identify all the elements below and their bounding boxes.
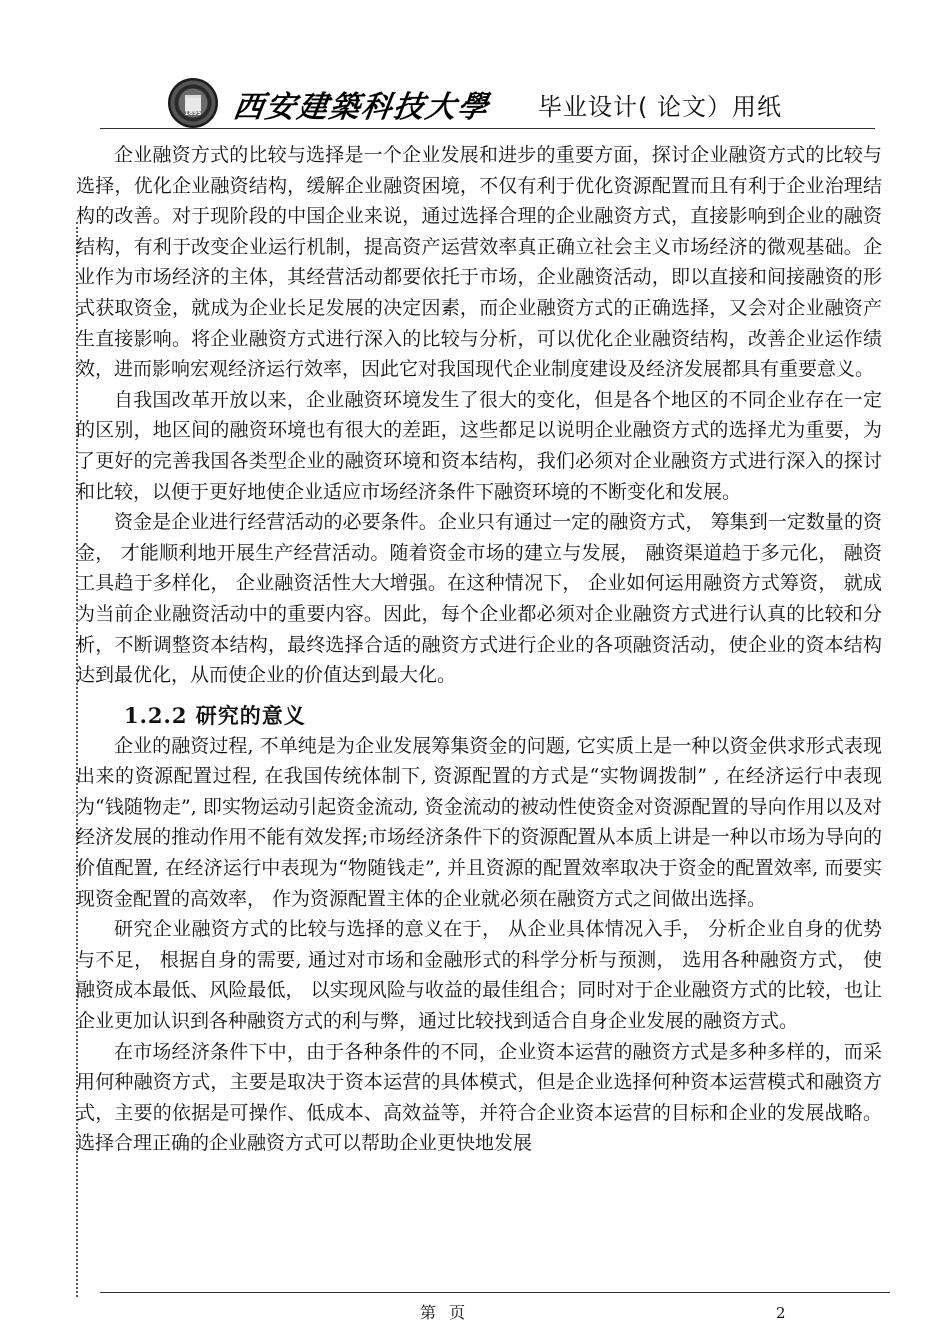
header-divider — [100, 128, 875, 129]
paragraph: 资金是企业进行经营活动的必要条件。企业只有通过一定的融资方式， 筹集到一定数量的资金， 才能顺利地开展生产经营活动。随着资金市场的建立与发展， 融资渠道趋于多元化， 融资工具趋于多样化， 企业融资活性大大增强。在这种情况下， 企业如何运用融资方式筹资， 就成为当前企业融资活动中的重要内容。因此，每个企业都必须对企业融资方式进行认真的比较和分析，不断调整资本结构，最终选择合适的融资方式进行企业的各项融资活动，使企业的资本结构达到最优化，从而使企业的价值达到最大化。 — [76, 511, 882, 687]
paragraph: 自我国改革开放以来，企业融资环境发生了很大的变化，但是各个地区的不同企业存在一定的区别，地区间的融资环境也有很大的差距，这些都足以说明企业融资方式的选择尤为重要，为了更好的完善我国各类型企业的融资环境和资本结构，我们必须对企业融资方式进行深入的探讨和比较，以便于更好地使企业适应市场经济条件下融资环境的不断变化和发展。 — [76, 388, 882, 503]
page-number: 2 — [776, 1304, 786, 1322]
building-icon — [185, 95, 201, 111]
paragraph: 研究企业融资方式的比较与选择的意义在于， 从企业具体情况入手， 分析企业自身的优势与不足， 根据自身的需要, 通过对市场和金融形式的科学分析与预测， 选用各种融资方式， 使融资成本最低、风险最低， 以实现风险与收益的最佳组合；同时对于企业融资方式的比较，也让企业更加认识到各种融资方式的利与弊，通过比较找到适合自身企业发展的融资方式。 — [76, 918, 882, 1033]
footer-divider — [100, 1292, 890, 1293]
header-subtitle: 毕业设计( 论文）用纸 — [538, 93, 782, 121]
page-header — [100, 72, 875, 128]
section-heading: 1.2.2 研究的意义 — [124, 702, 306, 728]
university-logo-text: 西安建築科技大學 — [231, 90, 492, 125]
paragraph: 企业的融资过程, 不单纯是为企业发展筹集资金的问题, 它实质上是一种以资金供求形式表现出来的资源配置过程, 在我国传统体制下, 资源配置的方式是“实物调拨制” , 在经济运行中表现为“钱随物走”, 即实物运动引起资金流动, 资金流动的被动性使资金对资源配置的导向作用以及对经济发展的推动作用不能有效发挥;市场经济条件下的资源配置从本质上讲是一种以市场为导向的价值配置, 在经济运行中表现为“物随钱走”, 并且资源的配置效率取决于资金的配置效率, 而要实现资金配置的高效率， 作为资源配置主体的企业就必须在融资方式之间做出选择。 — [76, 734, 882, 910]
paragraph: 企业融资方式的比较与选择是一个企业发展和进步的重要方面，探讨企业融资方式的比较与选择，优化企业融资结构，缓解企业融资困境，不仅有利于优化资源配置而且有利于企业治理结构的改善。对于现阶段的中国企业来说，通过选择合理的企业融资方式，直接影响到企业的融资结构，有利于改变企业运行机制，提高资产运营效率真正确立社会主义市场经济的微观基础。企业作为市场经济的主体，其经营活动都要依托于市场，企业融资活动，即以直接和间接融资的形式获取资金，就成为企业长足发展的决定因素，而企业融资方式的正确选择，又会对企业融资产生直接影响。将企业融资方式进行深入的比较与分析，可以优化企业融资结构，改善企业运作绩效，进而影响宏观经济运行效率，因此它对我国现代企业制度建设及经济发展都具有重要意义。 — [76, 144, 882, 381]
document-body — [76, 140, 882, 1159]
paragraph: 在市场经济条件下中，由于各种条件的不同，企业资本运营的融资方式是多种多样的，而采用何种融资方式，主要是取决于资本运营的具体模式，但是企业选择何种资本运营模式和融资方式，主要的依据是可操作、低成本、高效益等，并符合企业资本运营的目标和企业的发展战略。选择合理正确的企业融资方式可以帮助企业更快地发展 — [76, 1040, 882, 1155]
page-label: 第 页 — [420, 1303, 470, 1322]
university-seal-icon: 1895 — [168, 78, 218, 128]
